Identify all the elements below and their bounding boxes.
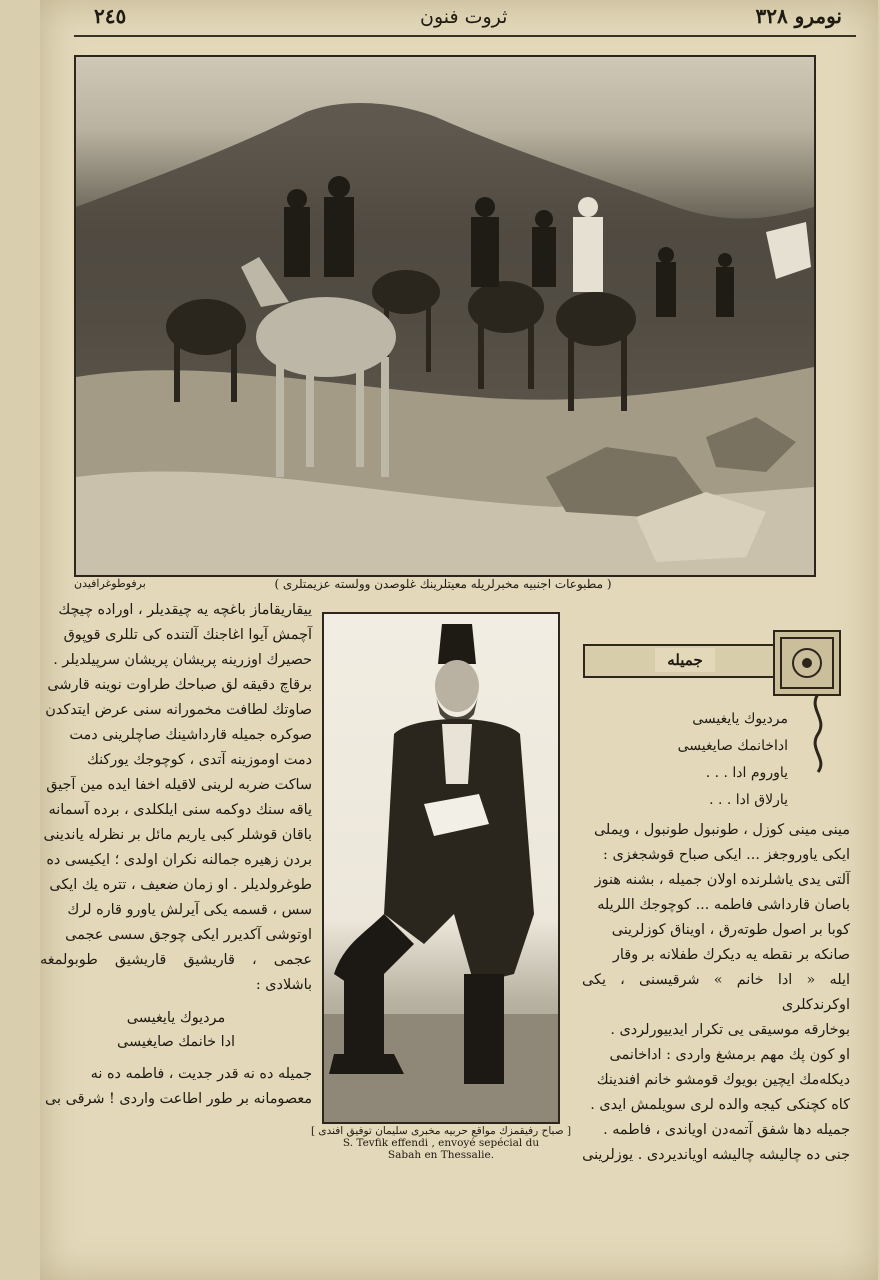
heading-band bbox=[583, 644, 777, 678]
left-column-text bbox=[40, 598, 312, 1112]
poem-line: مردیوك یایغیسی bbox=[126, 1010, 226, 1026]
page-number: ٢٤٥ bbox=[94, 4, 127, 28]
text-line: دیکلەمك ایچین بویوك قومشو خانم افندینك bbox=[596, 1072, 850, 1088]
text-line: باصان قارداشی فاطمه ... کوچوجك اللریله bbox=[597, 897, 850, 913]
photo1-credit: برفوطوغرافیدن bbox=[74, 577, 146, 590]
poem-line: اداخانمك صایغیسی bbox=[677, 738, 788, 754]
text-line: عجمی ، قاریشیق قاریشیق طوبولمغه باشلادی : bbox=[40, 952, 312, 993]
journal-title: ثروت فنون bbox=[420, 6, 508, 28]
text-line: برقاچ دقیقه لق صباحك طراوت نوینه قارشی bbox=[47, 677, 312, 693]
text-line: مینی مینی کوزل ، طونبول طونبول ، ویملی bbox=[593, 822, 850, 838]
text-line: صانکه بر نقطه یه دیکرك طفلانه بر وقار bbox=[612, 947, 850, 963]
issue-number: نومرو ٣٢٨ bbox=[755, 4, 842, 28]
poem-line: یارلاق ادا . . . bbox=[709, 792, 788, 808]
poem-line: ادا خانمك صایغیسی bbox=[116, 1034, 235, 1050]
photo2-caption bbox=[302, 1125, 580, 1161]
text-line: یاقه سنك دوکمه سنی ایلکلدی ، برده آسمانه bbox=[48, 802, 312, 818]
text-line: ایله « ادا خانم » شرقیسنی ، یکی اوکرندکلری bbox=[582, 972, 850, 1013]
text-line: او کون پك مهم برمشغ واردی : اداخانمی bbox=[609, 1047, 850, 1063]
text-line: ییقاریقاماز باغچه یه چیقدیلر ، اوراده چیچك bbox=[58, 602, 312, 618]
text-line: دمت اوموزینه آتدی ، کوچوجك یورکنك bbox=[86, 752, 312, 768]
text-line: جمیله ده نه قدر جدیت ، فاطمه ده نه bbox=[90, 1066, 312, 1082]
poem-line: مردیوك یایغیسی bbox=[692, 711, 788, 727]
refrain-poem bbox=[40, 1006, 312, 1054]
text-line: اوتوشی آکدیرر ایکی چوجق سسی عجمی bbox=[65, 927, 312, 943]
text-line: طوغرولدیلر . او زمان ضعیف ، تتره یك ایکی bbox=[49, 877, 312, 893]
floral-ornament-icon bbox=[775, 632, 839, 694]
right-column-text bbox=[582, 818, 850, 1168]
photo2-caption-french-1: S. Tevfik effendi , envoyé sepécial du bbox=[342, 1137, 540, 1149]
scroll-ornament-icon bbox=[803, 694, 833, 774]
header-rule bbox=[74, 35, 856, 37]
text-line: باقان قوشلر کبی یاریم مائل بر نظرله یاندینی bbox=[43, 827, 312, 843]
magazine-page bbox=[40, 0, 878, 1280]
photo-correspondents-on-horseback bbox=[74, 55, 816, 577]
text-line: جنی ده چالیشه چالیشه اویاندیردی . یوزلرینی bbox=[582, 1147, 850, 1163]
text-line: معصومانه بر طور اطاعت واردی ! شرقی بی bbox=[45, 1091, 312, 1107]
portrait-figure bbox=[324, 614, 558, 1122]
text-line: ایکی یاوروجغز ... ایکی صباح قوشجغزی : bbox=[603, 847, 850, 863]
text-line: بوخارقه موسیقی یی تکرار ایدییورلردی . bbox=[610, 1022, 850, 1038]
section-heading: جمیله bbox=[655, 648, 715, 672]
text-line: آلتی یدی یاشلرنده اولان جمیله ، بشنه هنوز bbox=[594, 872, 850, 888]
text-line: ساکت ضربه لرینی لاقیله اخفا ایده مین آجیق bbox=[46, 777, 312, 793]
text-line: کوبا بر اصول طوتەرق ، اویناق کوزلرینی bbox=[611, 922, 850, 938]
photo2-caption-french-2: Sabah en Thessalie. bbox=[387, 1149, 495, 1161]
text-line: کاه کچنکی کیجه والده لری سویلمش ایدی . bbox=[590, 1097, 850, 1113]
page-header bbox=[40, 4, 878, 34]
photo1-caption bbox=[74, 577, 812, 591]
text-line: سس ، قسمه یکی آیرلش یاورو قاره لرك bbox=[67, 902, 312, 918]
photo-portrait-tevfik-effendi bbox=[322, 612, 560, 1124]
photo1-caption-text: ( مطبوعات اجنبیه مخبرلریله معیتلرینك غلوصدن وولسته عزیمتلری ) bbox=[274, 577, 612, 591]
text-line: بردن زهیره جمالنه نکران اولدی ؛ ایکیسی ده bbox=[46, 852, 312, 868]
text-line: جمیله دها شفق آتمەدن اویاندی ، فاطمه . bbox=[603, 1122, 850, 1138]
text-line: صوکره جمیله قارداشینك صاچلرینی دمت bbox=[69, 727, 312, 743]
ornamental-box bbox=[773, 630, 841, 696]
text-line: حصیرك اوزرینه پریشان پریشان سرپیلدیلر . bbox=[53, 652, 312, 668]
poem-line: یاوروم ادا . . . bbox=[705, 765, 788, 781]
horsemen-illustration bbox=[76, 57, 814, 575]
text-line: آچمش آیوا اغاجنك آلتنده کی تللری قوپوق bbox=[63, 627, 312, 643]
text-line: صاوتك لطافت مخمورانه سنی عرض ایتدکدن bbox=[45, 702, 312, 718]
photo2-caption-turkish: [ صباح رفیقمزك مواقع حربیه مخبری سلیمان توفیق افندی ] bbox=[310, 1125, 572, 1137]
opening-poem bbox=[588, 706, 788, 814]
